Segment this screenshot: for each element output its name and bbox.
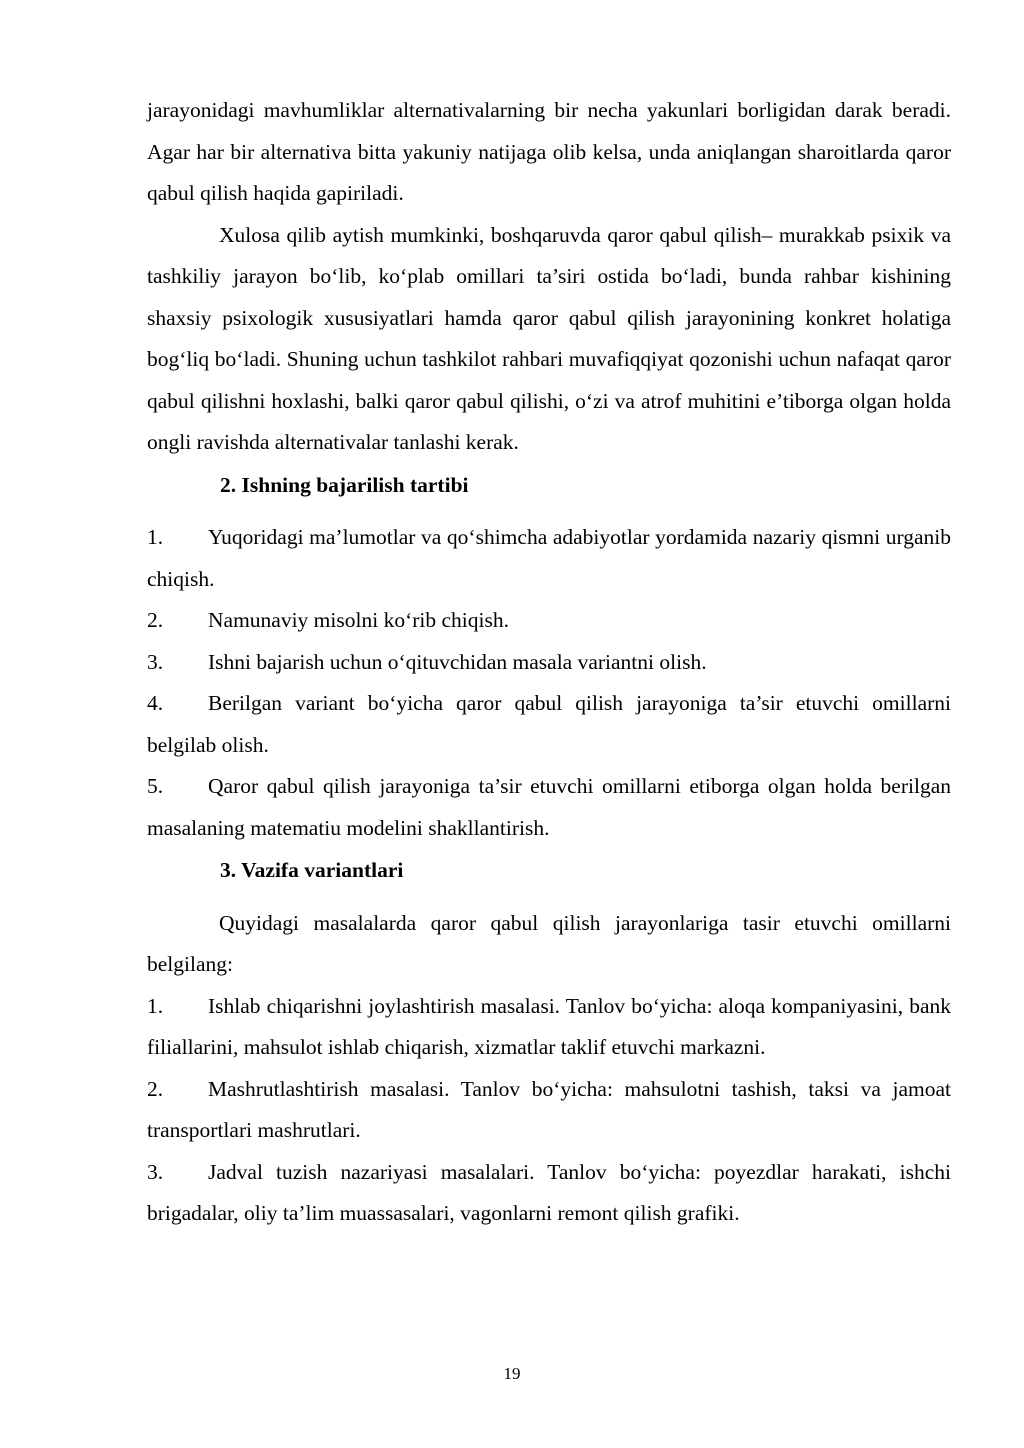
list-item-number: 1.	[147, 525, 164, 549]
list-item	[147, 683, 951, 766]
list-item-text: Ishlab chiqarishni joylashtirish masalasi. Tanlov bo‘yicha: aloqa kompaniyasini, bank filiallarini, mahsulot ishlab chiqarish, xizmatlar taklif etuvchi markazni.	[147, 993, 951, 1059]
page-number: 19	[503, 1364, 521, 1383]
list-item-number: 5.	[147, 774, 164, 798]
list-item	[147, 1152, 951, 1235]
variants-list	[147, 986, 951, 1235]
conclusion-paragraph: Xulosa qilib aytish mumkinki, boshqaruvda qaror qabul qilish– murakkab psixik va tashkiliy jarayon bo‘lib, ko‘plab omillari ta’siri ostida bo‘ladi, bunda rahbar kishining shaxsiy psixologik xususiyatlari hamda qaror qabul qilish jarayonining konkret holatiga bog‘liq bo‘ladi. Shuning uchun tashkilot rahbari muvafiqqiyat qozonishi uchun nafaqat qaror qabul qilishni hoxlashi, balki qaror qabul qilishi, o‘zi va atrof muhitini e’tiborga olgan holda ongli ravishda alternativalar tanlashi kerak.	[147, 222, 951, 454]
list-item	[147, 600, 951, 642]
variants-intro-paragraph: Quyidagi masalalarda qaror qabul qilish jarayonlariga tasir etuvchi omillarni belgilang:	[147, 910, 951, 976]
list-item-number: 2.	[147, 608, 164, 632]
list-item-text: Mashrutlashtirish masalasi. Tanlov bo‘yicha: mahsulotni tashish, taksi va jamoat transportlari mashrutlari.	[147, 1076, 951, 1142]
section-heading-variants: 3. Vazifa variantlari	[220, 858, 404, 882]
list-item-number: 1.	[147, 993, 164, 1018]
procedure-list	[147, 517, 951, 849]
section-heading-procedure: 2. Ishning bajarilish tartibi	[220, 472, 469, 497]
list-item	[147, 986, 951, 1069]
document-page	[147, 90, 951, 1235]
intro-paragraph: jarayonidagi mavhumliklar alternativalarning bir necha yakunlari borligidan darak beradi. Agar har bir alternativa bitta yakuniy natijaga olib kelsa, unda aniqlangan sharoitlarda qaror qabul qilish haqida gapiriladi.	[147, 98, 951, 205]
list-item-text: Ishni bajarish uchun o‘qituvchidan masala variantni olish.	[208, 649, 707, 674]
list-item-text: Namunaviy misolni ko‘rib chiqish.	[208, 608, 509, 632]
list-item	[147, 766, 951, 849]
list-item-text: Yuqoridagi ma’lumotlar va qo‘shimcha adabiyotlar yordamida nazariy qismni urganib chiqish.	[147, 525, 951, 591]
list-item-text: Berilgan variant bo‘yicha qaror qabul qilish jarayoniga ta’sir etuvchi omillarni belgilab olish.	[147, 691, 951, 757]
list-item-text: Qaror qabul qilish jarayoniga ta’sir etuvchi omillarni etiborga olgan holda berilgan masalaning matematiu modelini shakllantirish.	[147, 774, 951, 840]
list-item-number: 3.	[147, 1159, 164, 1184]
list-item-number: 3.	[147, 649, 164, 674]
list-item-number: 4.	[147, 691, 164, 715]
list-item	[147, 517, 951, 600]
list-item	[147, 642, 951, 684]
list-item-number: 2.	[147, 1076, 164, 1101]
list-item	[147, 1069, 951, 1152]
list-item-text: Jadval tuzish nazariyasi masalalari. Tanlov bo‘yicha: poyezdlar harakati, ishchi brigadalar, oliy ta’lim muassasalari, vagonlarni remont qilish grafiki.	[147, 1159, 951, 1225]
